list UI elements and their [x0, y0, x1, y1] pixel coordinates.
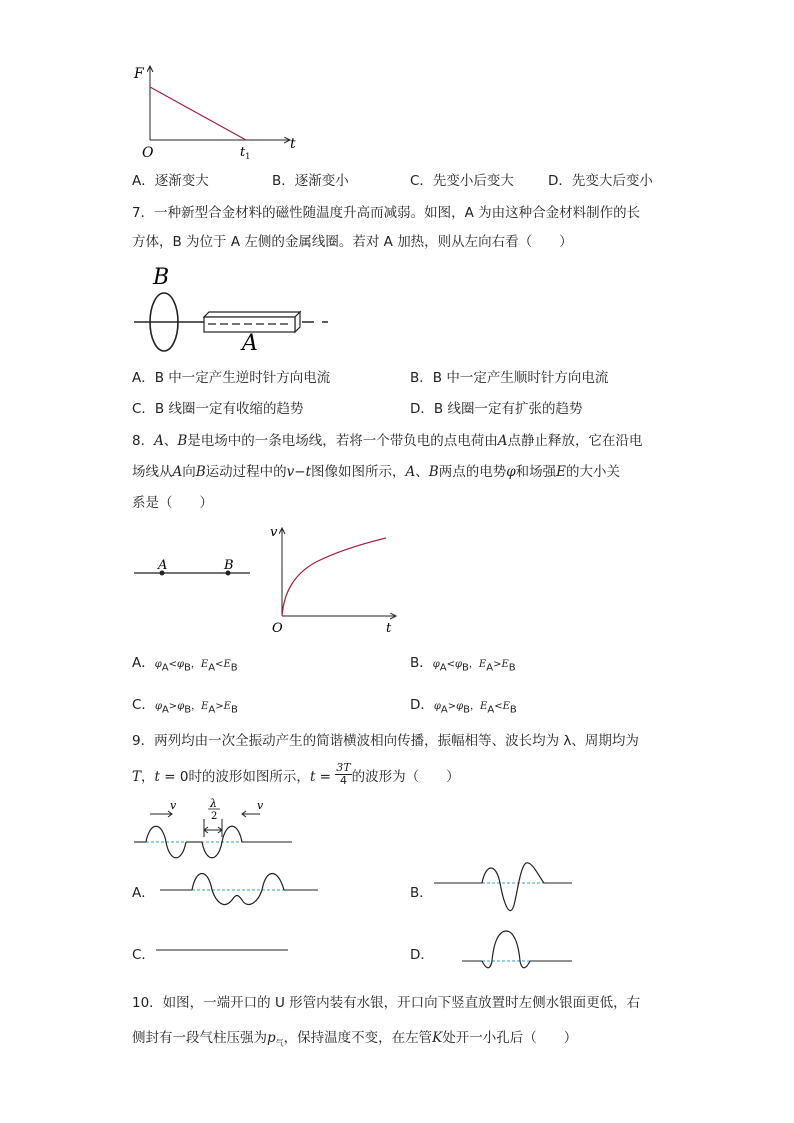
q7-stem-line2: 方体，B 为位于 A 左侧的金属线圈。若对 A 加热，则从左向右看（ ） [132, 234, 573, 250]
q9-fraction: $\frac{3T}{4}$ [336, 760, 351, 787]
q7-label-a: A [242, 331, 258, 356]
q8-option-a[interactable]: A．$\varphi_A<\varphi_B$，$E_A<E_B$ [132, 655, 238, 674]
q9-lambda-label: λ [210, 797, 217, 810]
q9-option-d-wave[interactable] [432, 925, 577, 975]
q8-stem-line3: 系是（ ） [132, 495, 213, 511]
q7-stem-line1: 7．一种新型合金材料的磁性随温度升高而减弱。如图，A 为由这种合金材料制作的长 [132, 205, 641, 221]
q9-initial-wave-figure [132, 797, 297, 867]
q8-option-c[interactable]: C．$\varphi_A>\varphi_B$，$E_A>E_B$ [132, 697, 238, 716]
q6-option-d[interactable]: D．先变大后变小 [548, 173, 653, 189]
q6-option-c[interactable]: C．先变小后变大 [410, 173, 514, 189]
q9-v-right-label: v [257, 799, 264, 812]
q7-option-a[interactable]: A．B 中一定产生逆时针方向电流 [132, 370, 331, 386]
q9-option-b-label[interactable]: B． [410, 885, 433, 901]
q8-field-line-figure [130, 555, 255, 585]
q8-label-b: B [224, 558, 234, 573]
q10-stem-line2: 侧封有一段气柱压强为$p_气$，保持温度不变，在左管K处开一小孔后（ ） [132, 1030, 578, 1048]
q8-velocity-curve [282, 538, 386, 616]
q9-stem-line1: 9．两列均由一次全振动产生的简谐横波相向传播，振幅相等、波长均为 λ、周期均为 [132, 733, 639, 749]
q6-option-a[interactable]: A．逐渐变大 [132, 173, 209, 189]
q7-coil-magnet-figure [130, 262, 340, 357]
q8-option-d[interactable]: D．$\varphi_A>\varphi_B$，$E_A<E_B$ [410, 697, 517, 716]
q6-origin-label: O [142, 145, 154, 161]
q7-bar-a [204, 312, 300, 332]
q9-lambda-den: 2 [211, 811, 218, 822]
q9-stem-line2: T，t = 0时的波形如图所示，t = $\frac{3T}{4}$ 的波形为（ ） [132, 760, 460, 787]
q9-option-b-wave[interactable] [432, 855, 577, 920]
q9-d-wave [482, 931, 530, 968]
q7-option-b[interactable]: B．B 中一定产生顺时针方向电流 [410, 370, 609, 386]
q6-t1-label: $t_1$ [240, 145, 251, 161]
q9-option-d-label[interactable]: D． [410, 947, 434, 963]
q8-stem-line2: 场线从A向B运动过程中的v−t图像如图所示，A、B两点的电势φ和场强E的大小关 [132, 464, 621, 480]
q8-option-b[interactable]: B．$\varphi_A<\varphi_B$，$E_A>E_B$ [410, 655, 516, 674]
q9-option-a-wave[interactable] [158, 868, 323, 918]
q6-y-label: F [134, 66, 144, 82]
q8-v-label: v [270, 525, 278, 540]
q8-origin-label: O [272, 621, 283, 636]
q7-option-d[interactable]: D．B 线圈一定有扩张的趋势 [410, 401, 583, 417]
q8-stem-line1: 8．A、B是电场中的一条电场线，若将一个带负电的点电荷由A点静止释放，它在沿电 [132, 433, 643, 449]
q7-label-b: B [153, 265, 170, 290]
q6-option-b[interactable]: B．逐渐变小 [272, 173, 349, 189]
q10-stem-line1: 10．如图，一端开口的 U 形管内装有水银，开口向下竖直放置时左侧水银面更低，右 [132, 995, 641, 1011]
q9-option-a-label[interactable]: A． [132, 885, 155, 901]
q8-t-label: t [386, 621, 392, 636]
q6-force-graph [130, 60, 310, 160]
q6-force-line [150, 87, 246, 140]
q8-vt-graph [266, 522, 406, 637]
q9-option-c-label[interactable]: C． [132, 947, 155, 963]
q7-option-c[interactable]: C．B 线圈一定有收缩的趋势 [132, 401, 304, 417]
q9-v-left-label: v [170, 799, 177, 812]
q6-x-label: t [290, 136, 296, 152]
q9-b-wave [482, 863, 544, 911]
q9-option-c-wave[interactable] [156, 945, 291, 955]
q9-a-wave [192, 874, 284, 905]
q8-label-a: A [158, 558, 168, 573]
